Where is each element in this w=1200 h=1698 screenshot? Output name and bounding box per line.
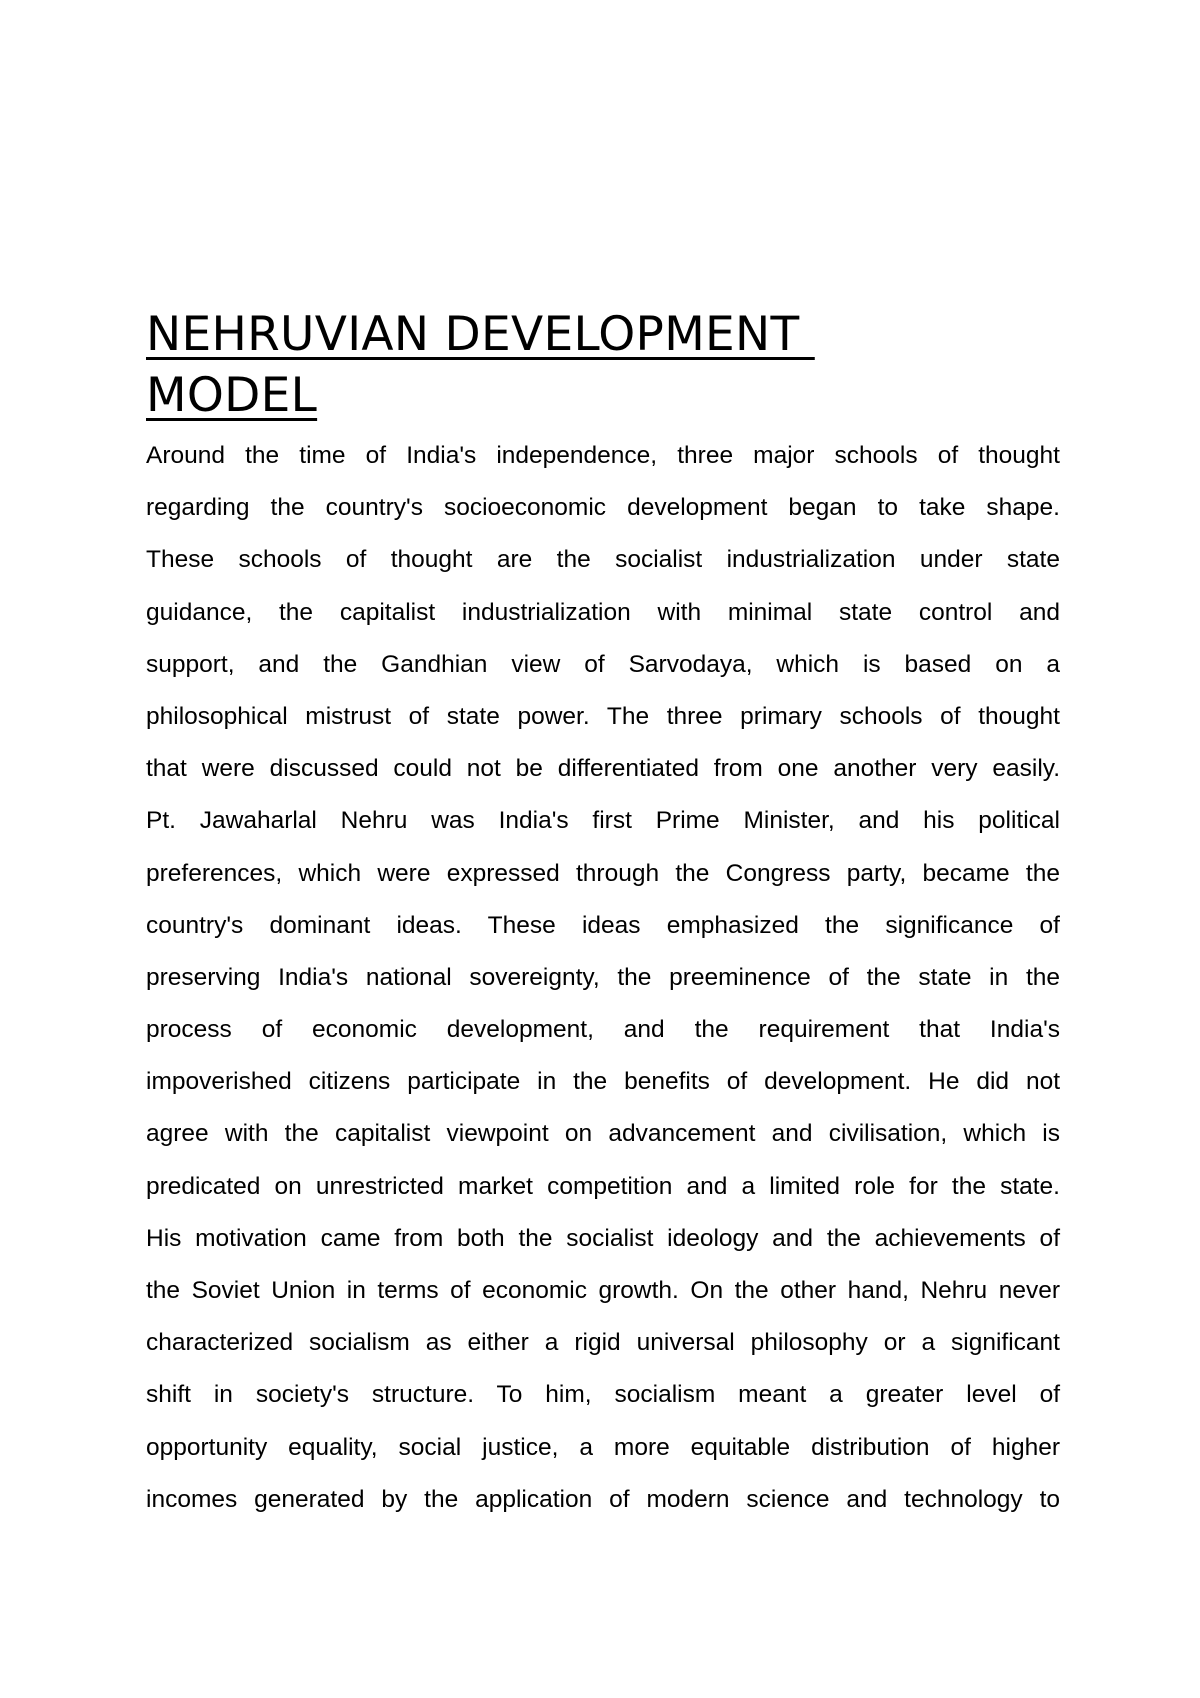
paragraph-line: incomes generated by the application of modern science and technology to	[146, 1485, 1060, 1513]
paragraph-line: These schools of thought are the socialist industrialization under state	[146, 546, 1060, 574]
title-line-2: MODEL	[146, 368, 318, 423]
paragraph-line: guidance, the capitalist industrialization with minimal state control and	[146, 598, 1060, 626]
title-line-1: NEHRUVIAN DEVELOPMENT	[146, 307, 815, 362]
paragraph-line: agree with the capitalist viewpoint on advancement and civilisation, which is	[146, 1120, 1060, 1148]
paragraph-line: support, and the Gandhian view of Sarvodaya, which is based on a	[146, 650, 1060, 678]
paragraph-line: regarding the country's socioeconomic development began to take shape.	[146, 494, 1060, 522]
paragraph-line: the Soviet Union in terms of economic growth. On the other hand, Nehru never	[146, 1277, 1060, 1304]
paragraph-line: impoverished citizens participate in the benefits of development. He did not	[146, 1068, 1060, 1096]
paragraph-line: philosophical mistrust of state power. The three primary schools of thought	[146, 702, 1060, 730]
body-paragraph	[146, 430, 1060, 1526]
paragraph-line: Around the time of India's independence, three major schools of thought	[146, 442, 1060, 469]
paragraph-line: predicated on unrestricted market competition and a limited role for the state.	[146, 1172, 1060, 1200]
paragraph-line: that were discussed could not be differentiated from one another very easily.	[146, 755, 1060, 783]
paragraph-line: Pt. Jawaharlal Nehru was India's first Prime Minister, and his political	[146, 807, 1060, 835]
paragraph-line: process of economic development, and the requirement that India's	[146, 1016, 1060, 1044]
paragraph-line: characterized socialism as either a rigid universal philosophy or a significant	[146, 1329, 1060, 1357]
paragraph-line: country's dominant ideas. These ideas emphasized the significance of	[146, 911, 1060, 939]
paragraph-line: shift in society's structure. To him, socialism meant a greater level of	[146, 1381, 1060, 1409]
paragraph-line: His motivation came from both the socialist ideology and the achievements of	[146, 1224, 1060, 1252]
paragraph-line: preserving India's national sovereignty, the preeminence of the state in the	[146, 963, 1060, 991]
document-title	[146, 304, 1046, 426]
paragraph-line: preferences, which were expressed through the Congress party, became the	[146, 859, 1060, 887]
paragraph-line: opportunity equality, social justice, a more equitable distribution of higher	[146, 1433, 1060, 1461]
